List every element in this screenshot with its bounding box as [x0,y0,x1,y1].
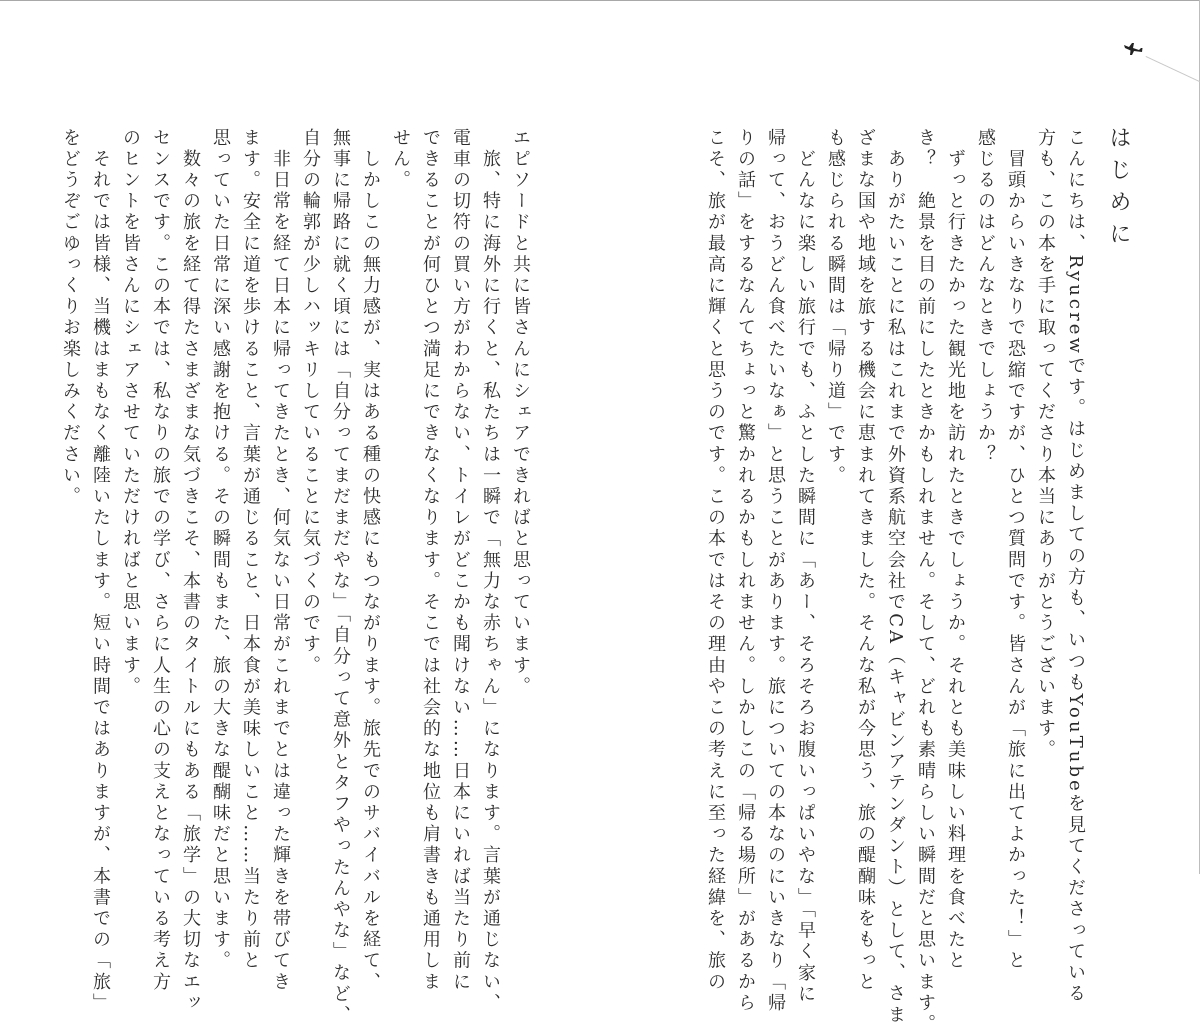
text-column: 感じるのはどんなときでしょうか？ [975,128,996,466]
text-column: しかしこの無力感が、実はある種の快感にもつながります。旅先でのサバイバルを経て、 [360,128,381,994]
text-column: 帰って、おうどん食べたいなぁ」と思うことがあります。旅についての本なのにいきなり「帰 [765,128,786,1015]
text-column: エピソードと共に皆さんにシェアできればと思っています。 [510,128,531,698]
right-page [600,0,1200,1035]
text-column: センスです。この本では、私なりの旅での学び、さらに人生の心の支えとなっている考え方 [150,128,171,994]
text-column: 無事に帰路に就く頃には「自分ってまだまだやな」「自分って意外とタフやったんやな」など、 [330,128,351,1027]
text-column: のヒントを皆さんにシェアさせていただければと思います。 [120,128,141,698]
text-column: ありがたいことに私はこれまで外資系航空会社でCA（キャビンアテンダント）として、さま [885,128,906,1027]
text-column: 旅、特に海外に行くと、私たちは一瞬で「無力な赤ちゃん」になります。言葉が通じない、 [480,128,501,1015]
text-column: ずっと行きたかった観光地を訪れたときでしょうか。それとも美味しい料理を食べたと [945,128,966,972]
text-column: 冒頭からいきなりで恐縮ですが、ひとつ質問です。皆さんが「旅に出てよかった！」と [1005,128,1026,972]
text-column: をどうぞごゆっくりお楽しみください。 [60,128,81,508]
text-column: それでは皆様、当機はまもなく離陸いたします。短い時間ではありますが、本書での「旅」 [90,128,111,1015]
text-column: こんにちは、Ryucrewです。はじめましての方も、いつもYouTubeを見てくださっている [1065,128,1086,1005]
chapter-title: はじめに [1106,126,1131,254]
flight-trail-line [1146,56,1200,83]
text-column: りの話」をするなんてちょっと驚かれるかもしれません。しかしこの「帰る場所」があるから [735,128,756,1015]
text-column: 自分の輪郭が少しハッキリしていることに気づくのです。 [300,128,321,677]
text-column: どんなに楽しい旅行でも、ふとした瞬間に「あー、そろそろお腹いっぱいやな」「早く家に [795,128,816,1006]
text-column: こそ、旅が最高に輝くと思うのです。この本ではその理由やこの考えに至った経緯を、旅の [705,128,726,994]
text-column: 電車の切符の買い方がわからない、トイレがどこかも聞けない……日本にいれば当たり前に [450,128,471,994]
text-column: 方も、この本を手に取ってくださり本当にありがとうございます。 [1035,128,1056,761]
text-column: ざまな国や地域を旅する機会に恵まれてきました。そんな私が今思う、旅の醍醐味をもっと [855,128,876,994]
text-column: 思っていた日常に深い感謝を抱ける。その瞬間もまた、旅の大きな醍醐味だと思います。 [210,128,231,972]
text-column: ます。安全に道を歩けること、言葉が通じること、日本食が美味しいこと……当たり前と [240,128,261,972]
text-column: も感じられる瞬間は「帰り道」です。 [825,128,846,487]
airplane-icon [1123,42,1143,56]
text-column: せん。 [390,128,411,192]
text-column: 数々の旅を経て得たさまざまな気づきこそ、本書のタイトルにもある「旅学」の大切なエッ [180,128,201,1015]
text-column: 非日常を経て日本に帰ってきたとき、何気ない日常がこれまでとは違った輝きを帯びてき [270,128,291,994]
text-column: き？ 絶景を目の前にしたときかもしれません。そして、どれも素晴らしい瞬間だと思います。 [915,128,936,1035]
text-column: できることが何ひとつ満足にできなくなります。そこでは社会的な地位も肩書きも通用しま [420,128,441,994]
left-page [0,0,600,1027]
